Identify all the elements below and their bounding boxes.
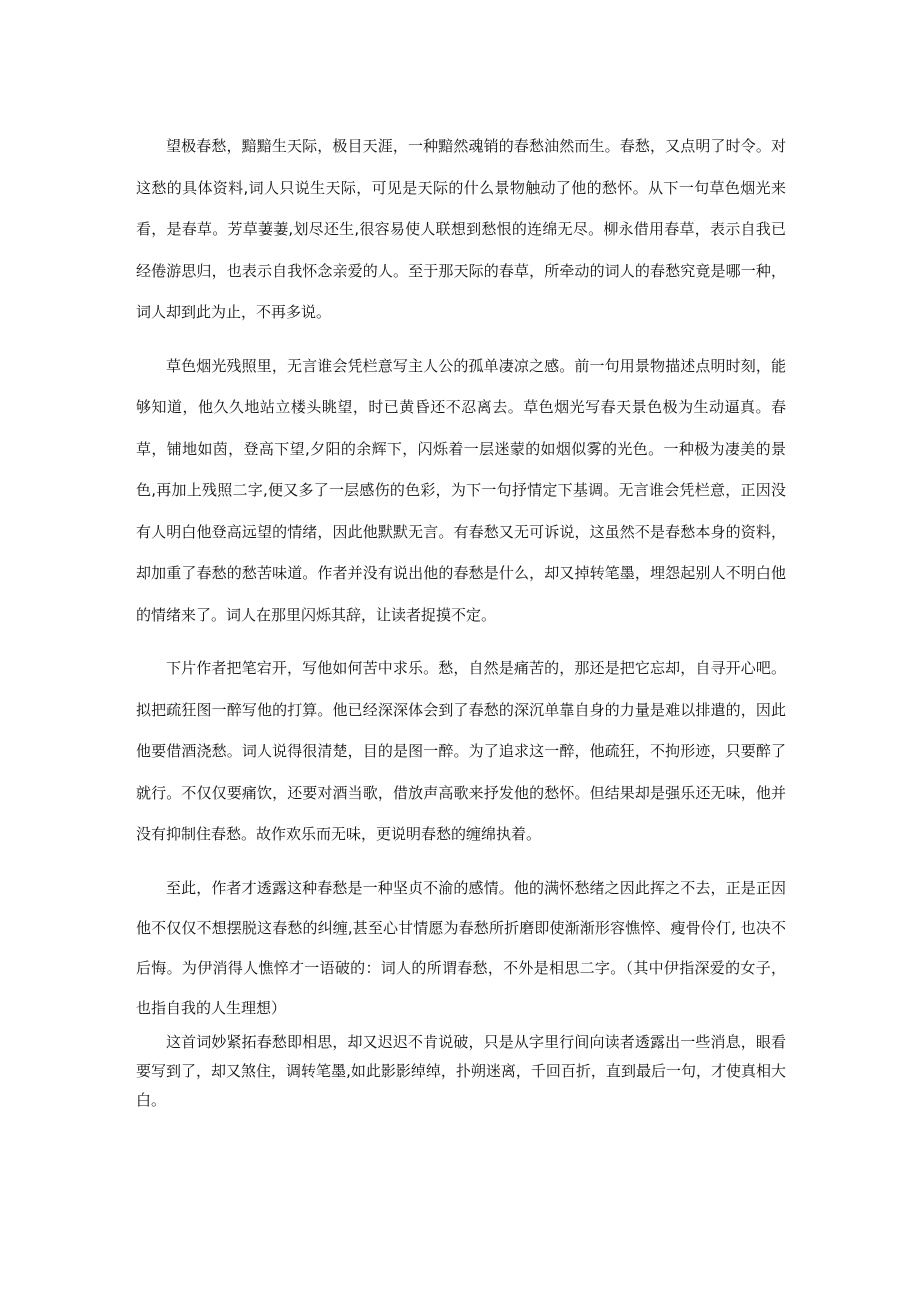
document-body xyxy=(136,126,786,1115)
paragraph-2: 草色烟光残照里，无言谁会凭栏意写主人公的孤单凄凉之感。前一句用景物描述点明时刻，能够知道，他久久地站立楼头眺望，时已黄昏还不忍离去。草色烟光写春天景色极为生动逼真。春草，铺地如茵，登高下望,夕阳的余辉下，闪烁着一层迷蒙的如烟似雾的光色。一种极为凄美的景色,再加上残照二字,便又多了一层感伤的色彩，为下一句抒情定下基调。无言谁会凭栏意，正因没有人明白他登高远望的情绪，因此他默默无言。有春愁又无可诉说，这虽然不是春愁本身的资料，却加重了春愁的愁苦味道。作者并没有说出他的春愁是什么，却又掉转笔墨，埋怨起别人不明白他的情绪来了。词人在那里闪烁其辞，让读者捉摸不定。 xyxy=(136,356,786,624)
paragraph-1: 望极春愁，黯黯生天际，极目天涯，一种黯然魂销的春愁油然而生。春愁，又点明了时令。对这愁的具体资料,词人只说生天际，可见是天际的什么景物触动了他的愁怀。从下一句草色烟光来看，是春草。芳草萋萋,划尽还生,很容易使人联想到愁恨的连绵无尽。柳永借用春草，表示自我已经倦游思归，也表示自我怀念亲爱的人。至于那天际的春草，所牵动的词人的春愁究竟是哪一种，词人却到此为止，不再多说。 xyxy=(136,137,786,321)
paragraph-4: 至此，作者才透露这种春愁是一种坚贞不渝的感情。他的满怀愁绪之因此挥之不去，正是正因他不仅仅不想摆脱这春愁的纠缠,甚至心甘情愿为春愁所折磨即使渐渐形容憔悴、瘦骨伶仃, 也决不后悔。为伊消得人憔悴才一语破的：词人的所谓春愁，不外是相思二字。（其中伊指深爱的女子，也指自我的人生理想） xyxy=(136,878,786,1017)
paragraph-5: 这首词妙紧拓春愁即相思，却又迟迟不肯说破，只是从字里行间向读者透露出一些消息，眼看要写到了，却又煞住，调转笔墨,如此影影绰绰，扑朔迷离，千回百折，直到最后一句，才使真相大白。 xyxy=(136,1032,786,1109)
paragraph-3: 下片作者把笔宕开，写他如何苦中求乐。愁，自然是痛苦的，那还是把它忘却，自寻开心吧。拟把疏狂图一醉写他的打算。他已经深深体会到了春愁的深沉单靠自身的力量是难以排遣的，因此他要借酒浇愁。词人说得很清楚，目的是图一醉。为了追求这一醉，他疏狂，不拘形迹，只要醉了就行。不仅仅要痛饮，还要对酒当歌，借放声高歌来抒发他的愁怀。但结果却是强乐还无味，他并没有抑制住春愁。故作欢乐而无味，更说明春愁的缠绵执着。 xyxy=(136,659,786,843)
